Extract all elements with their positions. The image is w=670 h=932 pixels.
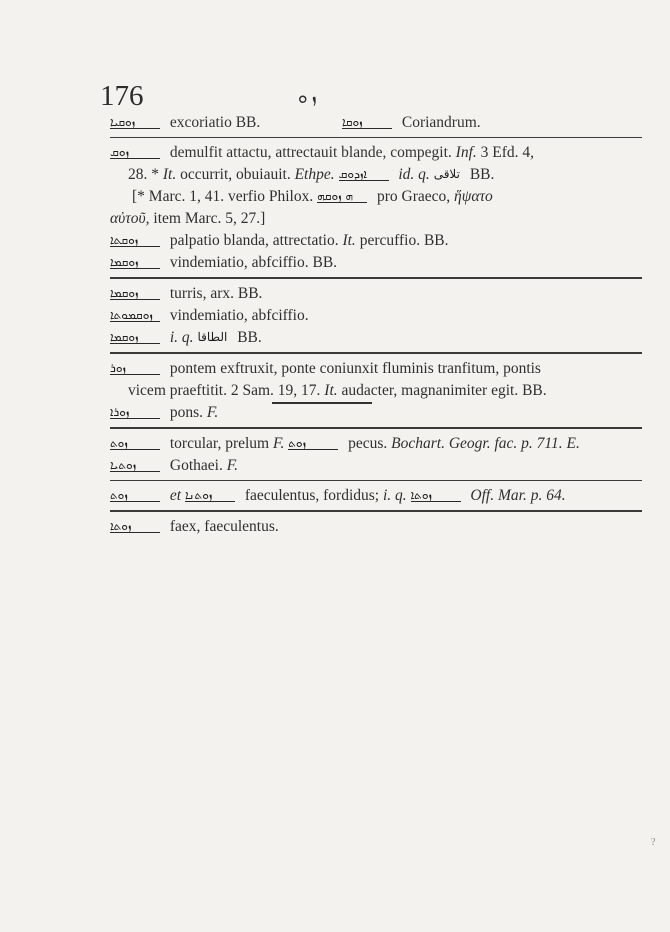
syriac-headword: ܙܘܩܡܐ [110, 287, 160, 300]
syriac-headword: ܙܘܬܝܐ [110, 459, 160, 472]
footnote [110, 186, 642, 208]
entry-1 [110, 112, 642, 134]
entry-separator [110, 480, 642, 481]
entry-gloss: pons. [169, 404, 204, 421]
entry-13 [110, 516, 642, 538]
syriac-headword: ܐܙܕܘܩ [339, 168, 389, 181]
reference: It. [162, 166, 177, 183]
greek-word: ἥψατο [454, 188, 493, 205]
entry-tail: BB. [469, 166, 495, 183]
syriac-headword: ܙܘܩܝܐ [110, 116, 160, 129]
entry-gloss: occurrit, obuiauit. [180, 166, 291, 183]
corner-mark: ? [651, 837, 656, 848]
reference: Bochart. Geogr. fac. p. 711. E. [391, 435, 580, 452]
page-number: 176 [100, 80, 144, 112]
entry-separator [110, 277, 642, 279]
entry-gloss: excoriatio BB. [169, 114, 261, 131]
note-text: [* Marc. 1, 41. verfio Philox. [132, 188, 314, 205]
reference: Ethpe. [294, 166, 335, 183]
entry-12 [110, 485, 642, 507]
reference: Inf. [455, 144, 477, 161]
entry-gloss: vindemiatio, abfciffio. BB. [169, 254, 338, 271]
entry-gloss-2: pecus. [348, 435, 388, 452]
entry-8-continued [110, 380, 642, 402]
entry-gloss: vindemiatio, abfciffio. [169, 307, 309, 324]
greek-word: αὐτοῦ, [110, 210, 150, 227]
end-rule [272, 402, 372, 404]
entry-tail: audacter, magnanimiter egit. BB. [341, 382, 547, 399]
syriac-headword: ܙܘܬ [110, 489, 160, 502]
entry-tail: percuffio. BB. [359, 232, 449, 249]
entry-separator [110, 352, 642, 354]
syriac-headword: ܙܘܩܬܐ [110, 234, 160, 247]
reference: It. [342, 232, 356, 249]
syriac-headword: ܙܘܩܡܐ [110, 256, 160, 269]
entry-2 [110, 142, 642, 164]
entry-6 [110, 305, 642, 327]
running-head: ܙ ܘ [298, 88, 317, 107]
entry-gloss: pontem exftruxit, ponte coniunxit fluminis tranfitum, pontis [169, 360, 541, 377]
reference: id. q. [398, 166, 430, 183]
entry-gloss: demulfit attactu, attrectauit blande, compegit. [169, 144, 452, 161]
entry-gloss: torcular, prelum [169, 435, 270, 452]
entry-separator [110, 137, 642, 138]
syriac-headword: ܙܘܩܡܐ [110, 331, 160, 344]
entry-tail: BB. [237, 329, 262, 346]
entry-9 [110, 402, 642, 424]
arabic-word: الطاقا [197, 330, 228, 344]
entry-gloss-tail: 3 Efd. 4, [480, 144, 535, 161]
syriac-headword: ܙܘܪ [110, 362, 160, 375]
entry-7 [110, 327, 642, 349]
reference: F. [272, 435, 285, 452]
entry-3 [110, 230, 642, 252]
note-text: pro Graeco, [376, 188, 451, 205]
reference: i. q. [169, 329, 194, 346]
entry-5 [110, 283, 642, 305]
entry-11 [110, 455, 642, 477]
syriac-headword: ܙܘܩ [110, 146, 160, 159]
reference: i. q. [382, 487, 407, 504]
conjunction: et [169, 487, 182, 504]
syriac-headword: ܙܘܪܐ [110, 406, 160, 419]
entry-8 [110, 358, 642, 380]
reference: F. [206, 404, 219, 421]
entry-text: 28. * [128, 166, 159, 183]
entry-gloss: faeculentus, fordidus; [244, 487, 380, 504]
entry-gloss: turris, arx. BB. [169, 285, 263, 302]
reference: It. [324, 382, 338, 399]
entry-gloss: Gothaei. [169, 457, 223, 474]
arabic-word: تلاقى [433, 167, 460, 181]
syriac-headword: ܙܘܬ [110, 437, 160, 450]
syriac-headword-3: ܙܘܬܐ [411, 489, 461, 502]
dictionary-entries [110, 112, 642, 538]
entry-10 [110, 433, 642, 455]
syriac-headword-2: ܙܘܬܢܐ [185, 489, 235, 502]
entry-gloss-2: Coriandrum. [401, 114, 481, 131]
syriac-headword: ܙܘܬܐ [110, 520, 160, 533]
entry-gloss: palpatio blanda, attrectatio. [169, 232, 339, 249]
reference: F. [226, 457, 239, 474]
reference: Off. Mar. p. 64. [470, 487, 566, 504]
syriac-headword: ܗ ܙܘܩܗ [317, 190, 367, 203]
note-text: item Marc. 5, 27.] [153, 210, 266, 227]
syriac-headword-2: ܙܘܬ [288, 437, 338, 450]
entry-4 [110, 252, 642, 274]
footnote-continued [110, 208, 642, 230]
syriac-headword-2: ܙܘܩܐ [342, 116, 392, 129]
entry-separator [110, 427, 642, 429]
syriac-headword: ܙܘܩܡܘܬܐ [110, 309, 160, 322]
entry-gloss: faex, faeculentus. [169, 518, 279, 535]
entry-2-continued [110, 164, 642, 186]
entry-separator [110, 510, 642, 512]
entry-gloss: vicem praeftitit. 2 Sam. 19, 17. [128, 382, 321, 399]
